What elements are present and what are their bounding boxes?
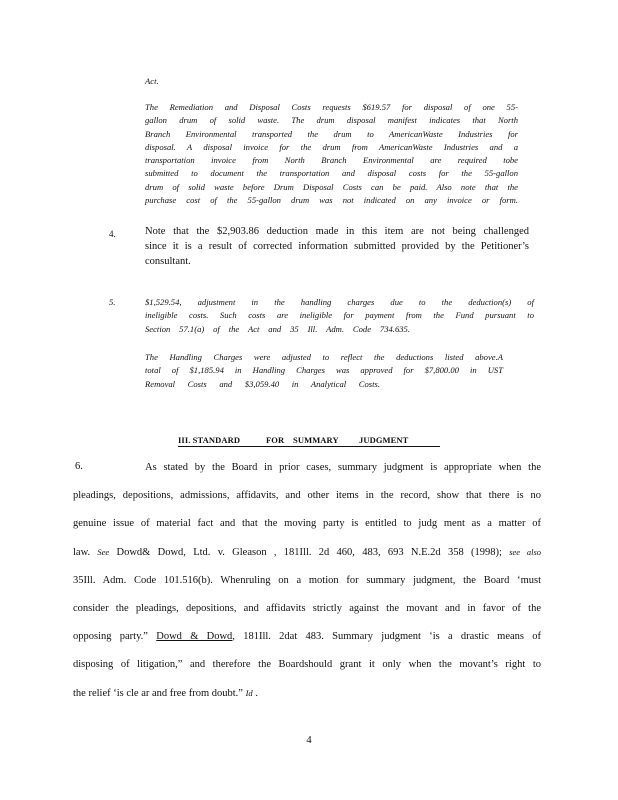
remediation-line: drum of solid waste before Drum Disposal Costs can be paid. Also note that the (145, 181, 518, 192)
item-5-text (145, 296, 534, 336)
para-6-line: pleadings, depositions, admissions, affidavits, and other items in the record, show that there is no (73, 490, 541, 501)
item-5-line: Section 57.1(a) of the Act and 35 Ill. Adm. Code 734.635. (145, 323, 410, 334)
handling-charges-paragraph (145, 351, 503, 391)
signal-see: See (97, 547, 110, 557)
act-fragment: Act. (145, 76, 159, 86)
item-4-line: consultant. (145, 256, 191, 267)
remediation-line: The Remediation and Disposal Costs requests $619.57 for disposal of one 55- (145, 102, 518, 112)
remediation-line: transportation invoice from North Branch Environmental are required tobe (145, 155, 518, 166)
remediation-line: Branch Environmental transported the drum to AmericanWaste Industries for (145, 128, 518, 139)
item-4-line: since it is a result of corrected information submitted provided by the Petitioner’s (145, 241, 529, 252)
heading-part: FOR (266, 435, 285, 445)
item-5-line: ineligible costs. Such costs are ineligible for payment from the Fund pursuant to (145, 310, 534, 321)
para-6-line (73, 538, 541, 567)
handling-line: total of $1,185.94 in Handling Charges was approved for $7,800.00 in UST (145, 365, 503, 376)
handling-line: The Handling Charges were adjusted to reflect the deductions listed above.A (145, 352, 503, 362)
text-fragment: the relief ‘is cle ar and free from doubt.” (73, 688, 243, 699)
signal-see-also: see also (509, 547, 542, 557)
para-6-number: 6. (75, 461, 83, 472)
para-6-line: As stated by the Board in prior cases, summary judgment is appropriate when the (145, 462, 541, 473)
remediation-line: gallon drum of solid waste. The drum disposal manifest indicates that North (145, 115, 518, 126)
remediation-line: purchase cost of the 55-gallon drum was not indicated on any invoice or form. (145, 195, 518, 206)
para-6-line: 35Ill. Adm. Code 101.516(b). Whenruling on a motion for summary judgment, the Board ‘must (73, 575, 541, 586)
para-6-line (73, 679, 541, 708)
heading-part: III. STANDARD (178, 435, 241, 445)
text-fragment: opposing party.” (73, 631, 148, 642)
item-5-number: 5. (109, 297, 116, 307)
heading-part: SUMMARY (293, 435, 339, 445)
item-4-text (145, 224, 529, 269)
para-6-body (73, 454, 541, 708)
handling-line: Removal Costs and $3,059.40 in Analytical Costs. (145, 378, 380, 389)
para-6-line (73, 623, 541, 651)
para-6-line: disposing of litigation,” and therefore the Boardshould grant it only when the movant’s right to (73, 659, 541, 670)
signal-id: Id (245, 688, 253, 698)
item-5-line: $1,529.54, adjustment in the handling charges due to the deduction(s) of (145, 297, 534, 307)
text-fragment: , 181Ill. 2dat 483. Summary judgment ‘is a drastic means of (232, 631, 542, 642)
remediation-line: submitted to document the transportation and disposal costs for the 55-gallon (145, 168, 518, 179)
remediation-paragraph (145, 101, 518, 207)
case-citation: Dowd& Dowd, Ltd. v. Gleason , 181Ill. 2d 460, 483, 693 N.E.2d 358 (1998); (116, 547, 502, 558)
text-fragment: . (255, 688, 258, 699)
heading-part: JUDGMENT (359, 435, 409, 445)
item-4-number: 4. (109, 229, 116, 239)
item-4-line: Note that the $2,903.86 deduction made in this item are not being challenged (145, 226, 529, 237)
case-name: Dowd & Dowd (156, 631, 233, 642)
text-fragment: law. (73, 547, 91, 558)
para-6-line: consider the pleadings, depositions, and affidavits strictly against the movant and in favor of the (73, 603, 541, 614)
para-6-line: genuine issue of material fact and that the moving party is entitled to judg ment as a matter of (73, 518, 541, 529)
remediation-line: disposal. A disposal invoice for the drum from AmericanWaste Industries and a (145, 141, 518, 152)
section-heading (178, 435, 440, 447)
page-number: 4 (306, 735, 312, 746)
